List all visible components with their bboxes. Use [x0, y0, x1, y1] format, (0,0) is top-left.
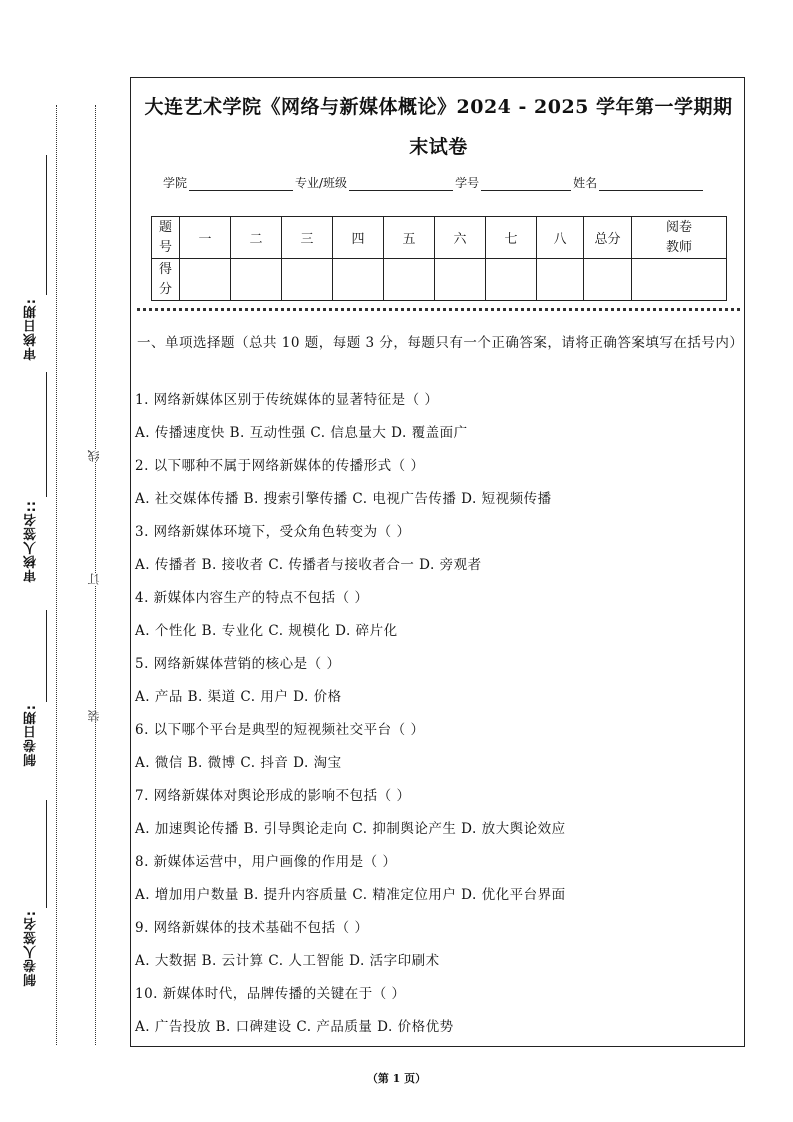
score-col-header: 七 [486, 217, 537, 259]
reviewer-sign-line [46, 372, 47, 497]
question-9: 9. 网络新媒体的技术基础不包括（ ） [135, 920, 369, 936]
score-col-header: 二 [231, 217, 282, 259]
college-field[interactable] [189, 178, 293, 191]
margin-dotted-line-outer [56, 105, 57, 1045]
question-1-options: A. 传播速度快 B. 互动性强 C. 信息量大 D. 覆盖面广 [135, 425, 468, 441]
score-col-header: 三 [282, 217, 333, 259]
reviewer-date-line [46, 155, 47, 295]
score-col-header: 一 [180, 217, 231, 259]
question-7: 7. 网络新媒体对舆论形成的影响不包括（ ） [135, 788, 411, 804]
score-col-header: 六 [435, 217, 486, 259]
question-5-options: A. 产品 B. 渠道 C. 用户 D. 价格 [135, 689, 342, 705]
dotted-separator [137, 308, 740, 311]
bind-staple-char: 订 [87, 573, 101, 585]
score-cell[interactable] [537, 259, 584, 301]
score-table-row-header: 题号 [152, 217, 180, 259]
question-3-options: A. 传播者 B. 接收者 C. 传播者与接收者合一 D. 旁观者 [135, 557, 482, 573]
score-col-header: 四 [333, 217, 384, 259]
question-1: 1. 网络新媒体区别于传统媒体的显著特征是（ ） [135, 392, 439, 408]
exam-title-line2: 末试卷 [409, 136, 468, 158]
score-table-row2-header: 得分 [152, 259, 180, 301]
score-cell[interactable] [180, 259, 231, 301]
page-number: （第 1 页） [366, 1072, 427, 1085]
score-cell[interactable] [231, 259, 282, 301]
name-field[interactable] [599, 178, 703, 191]
question-10: 10. 新媒体时代，品牌传播的关键在于（ ） [135, 986, 406, 1002]
score-col-header: 五 [384, 217, 435, 259]
score-cell[interactable] [486, 259, 537, 301]
score-cell[interactable] [333, 259, 384, 301]
reviewer-sign-label: 审核人签名:: [24, 500, 39, 583]
question-5: 5. 网络新媒体营销的核心是（ ） [135, 656, 341, 672]
name-label: 姓名 [573, 176, 598, 190]
score-cell[interactable] [435, 259, 486, 301]
question-10-options: A. 广告投放 B. 口碑建设 C. 产品质量 D. 价格优势 [135, 1019, 454, 1035]
maker-sign-line [46, 800, 47, 908]
maker-date-label: 制卷日期: [24, 704, 39, 767]
question-4: 4. 新媒体内容生产的特点不包括（ ） [135, 590, 369, 606]
question-3: 3. 网络新媒体环境下，受众角色转变为（ ） [135, 524, 411, 540]
score-col-grader: 阅卷教师 [632, 217, 727, 259]
exam-title-line1: 大连艺术学院《网络与新媒体概论》2024 - 2025 学年第一学期期 [144, 96, 733, 118]
question-8: 8. 新媒体运营中，用户画像的作用是（ ） [135, 854, 397, 870]
score-cell[interactable] [384, 259, 435, 301]
reviewer-date-label: 审核日期: [24, 298, 39, 361]
maker-sign-label: 制卷人签名: [24, 910, 39, 987]
student-id-field[interactable] [481, 178, 571, 191]
question-9-options: A. 大数据 B. 云计算 C. 人工智能 D. 活字印刷术 [135, 953, 440, 969]
section1-heading: 一、单项选择题（总共 10 题，每题 3 分，每题只有一个正确答案，请将正确答案填写在括号内） [137, 335, 744, 351]
question-2: 2. 以下哪种不属于网络新媒体的传播形式（ ） [135, 458, 425, 474]
college-label: 学院 [163, 176, 188, 190]
score-col-total: 总分 [584, 217, 632, 259]
score-cell[interactable] [282, 259, 333, 301]
student-info-row [163, 174, 705, 191]
question-8-options: A. 增加用户数量 B. 提升内容质量 C. 精准定位用户 D. 优化平台界面 [135, 887, 566, 903]
question-6-options: A. 微信 B. 微博 C. 抖音 D. 淘宝 [135, 755, 342, 771]
major-class-label: 专业/班级 [295, 176, 348, 190]
score-cell-grader[interactable] [632, 259, 727, 301]
score-table [151, 216, 727, 301]
question-6: 6. 以下哪个平台是典型的短视频社交平台（ ） [135, 722, 425, 738]
exam-frame [130, 77, 745, 1047]
question-7-options: A. 加速舆论传播 B. 引导舆论走向 C. 抑制舆论产生 D. 放大舆论效应 [135, 821, 566, 837]
score-col-header: 八 [537, 217, 584, 259]
maker-date-line [46, 610, 47, 702]
bind-install-char: 装 [87, 710, 101, 722]
question-4-options: A. 个性化 B. 专业化 C. 规模化 D. 碎片化 [135, 623, 398, 639]
major-class-field[interactable] [349, 178, 453, 191]
bind-line-char: 线 [87, 450, 101, 462]
score-cell-total[interactable] [584, 259, 632, 301]
student-id-label: 学号 [455, 176, 480, 190]
question-2-options: A. 社交媒体传播 B. 搜索引擎传播 C. 电视广告传播 D. 短视频传播 [135, 491, 552, 507]
